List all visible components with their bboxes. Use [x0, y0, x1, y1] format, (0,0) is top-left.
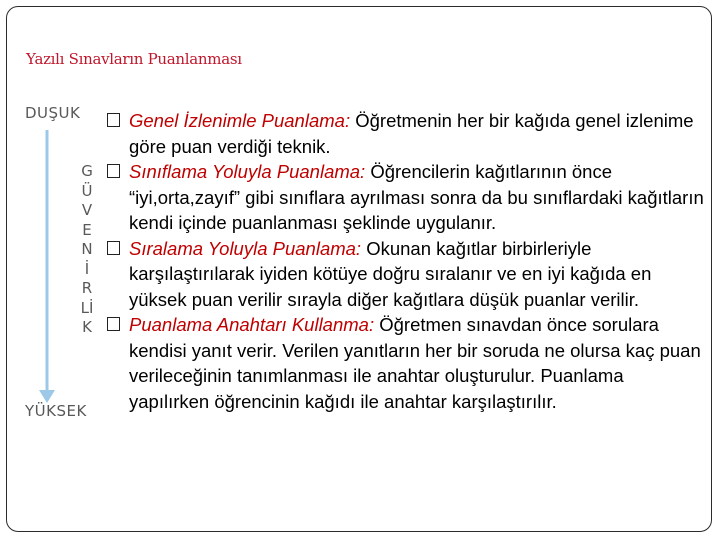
- method-description: Öğretmen sınavdan önce sorulara kendisi yanıt verir. Verilen yanıtların her bir soruda ne olursa kaç puan verileceğinin tanımlanması ile anahtar oluşturulur. Puanlama yapılırken öğrencinin kağıdı ile anahtar karşılaştırılır.: [129, 314, 701, 412]
- method-description: Öğretmenin her bir kağıda genel izlenime göre puan verdiği teknik.: [129, 110, 694, 157]
- method-term: Puanlama Anahtarı Kullanma:: [129, 314, 375, 335]
- checkbox-bullet-icon: [107, 317, 120, 331]
- list-item: [106, 236, 706, 313]
- slide-title: Yazılı Sınavların Puanlanması: [26, 50, 242, 68]
- checkbox-bullet-icon: [107, 241, 120, 255]
- method-term: Sınıflama Yoluyla Puanlama:: [129, 161, 366, 182]
- scale-bottom-label: YÜKSEK: [25, 402, 87, 420]
- list-item: [106, 108, 706, 159]
- method-term: Genel İzlenimle Puanlama:: [129, 110, 351, 131]
- scale-top-label: DUŞUK: [25, 104, 81, 122]
- list-item: [106, 312, 706, 414]
- list-item: [106, 159, 706, 236]
- checkbox-bullet-icon: [107, 113, 120, 127]
- checkbox-bullet-icon: [107, 164, 120, 178]
- method-description: Öğrencilerin kağıtlarının önce “iyi,orta,zayıf” gibi sınıflara ayrılması sonra da bu sınıflardaki kağıtların kendi içinde puanlanması şeklinde uygulanır.: [129, 161, 704, 233]
- method-description: Okunan kağıtlar birbirleriyle karşılaştırılarak iyiden kötüye doğru sıralanır ve en iyi kağıda en yüksek puan verilir sırayla diğer kağıtlara düşük puanlar verilir.: [129, 237, 652, 310]
- reliability-vertical-label: GÜVENİRLİK: [80, 162, 94, 336]
- method-term: Sıralama Yoluyla Puanlama:: [129, 237, 362, 259]
- scoring-methods-list: [106, 108, 706, 414]
